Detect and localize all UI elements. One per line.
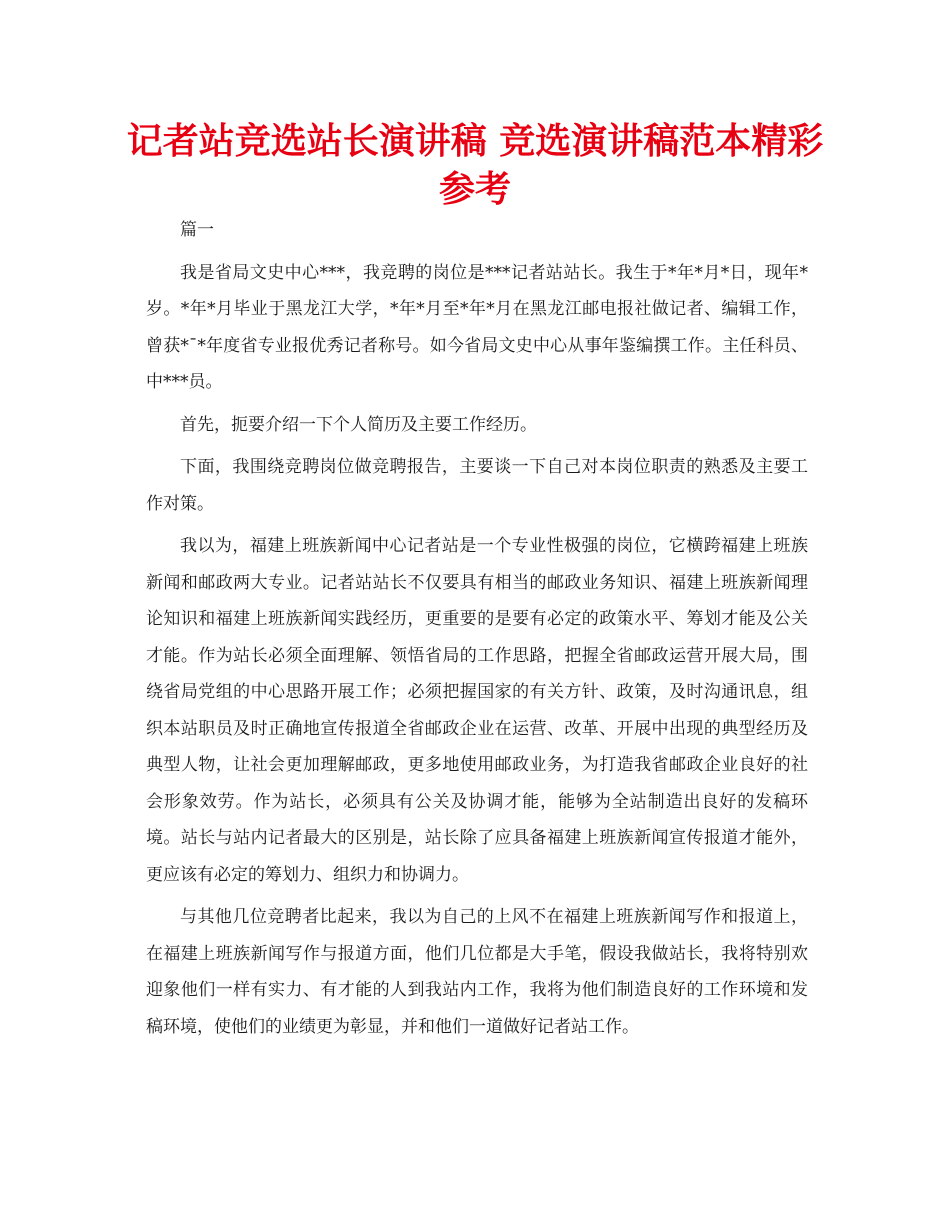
paragraph-intro: 我是省局文史中心***，我竞聘的岗位是***记者站站长。我生于*年*月*日，现年*岁。*年*月毕业于黑龙江大学，*年*月至*年*月在黑龙江邮电报社做记者、编辑工作，曾获*ˉ*年度省专业报优秀记者称号。如今省局文史中心从事年鉴编撰工作。主任科员、中***员。 [146,262,808,392]
paragraph-report: 下面，我围绕竞聘岗位做竞聘报告，主要谈一下自己对本岗位职责的熟悉及主要工作对策。 [146,457,808,514]
paragraph-role-understanding: 我以为，福建上班族新闻中心记者站是一个专业性极强的岗位，它横跨福建上班族新闻和邮政两大专业。记者站站长不仅要具有相当的邮政业务知识、福建上班族新闻理论知识和福建上班族新闻实践经历，更重要的是要有必定的政策水平、筹划才能及公关才能。作为站长必须全面理解、领悟省局的工作思路，把握全省邮政运营开展大局，围绕省局党组的中心思路开展工作；必须把握国家的有关方针、政策，及时沟通讯息，组织本站职员及时正确地宣传报道全省邮政企业在运营、改革、开展中出现的典型经历及典型人物，让社会更加理解邮政，更多地使用邮政业务，为打造我省邮政企业良好的社会形象效劳。作为站长，必须具有公关及协调才能，能够为全站制造出良好的发稿环境。站长与站内记者最大的区别是，站长除了应具备福建上班族新闻宣传报道才能外，更应该有必定的筹划力、组织力和协调力。 [146,536,808,885]
document-body [146,212,808,1045]
paragraph-summary: 首先，扼要介绍一下个人简历及主要工作经历。 [180,414,537,435]
document-title: 记者站竞选站长演讲稿 竞选演讲稿范本精彩参考 [126,121,824,210]
paragraph-advantages: 与其他几位竞聘者比起来，我以为自己的上风不在福建上班族新闻写作和报道上，在福建上班族新闻写作与报道方面，他们几位都是大手笔，假设我做站长，我将特别欢迎象他们一样有实力、有才能的人到我站内工作，我将为他们制造良好的工作环境和发稿环境，使他们的业绩更为彰显，并和他们一道做好记者站工作。 [146,907,808,1037]
section-label: 篇一 [180,220,214,240]
